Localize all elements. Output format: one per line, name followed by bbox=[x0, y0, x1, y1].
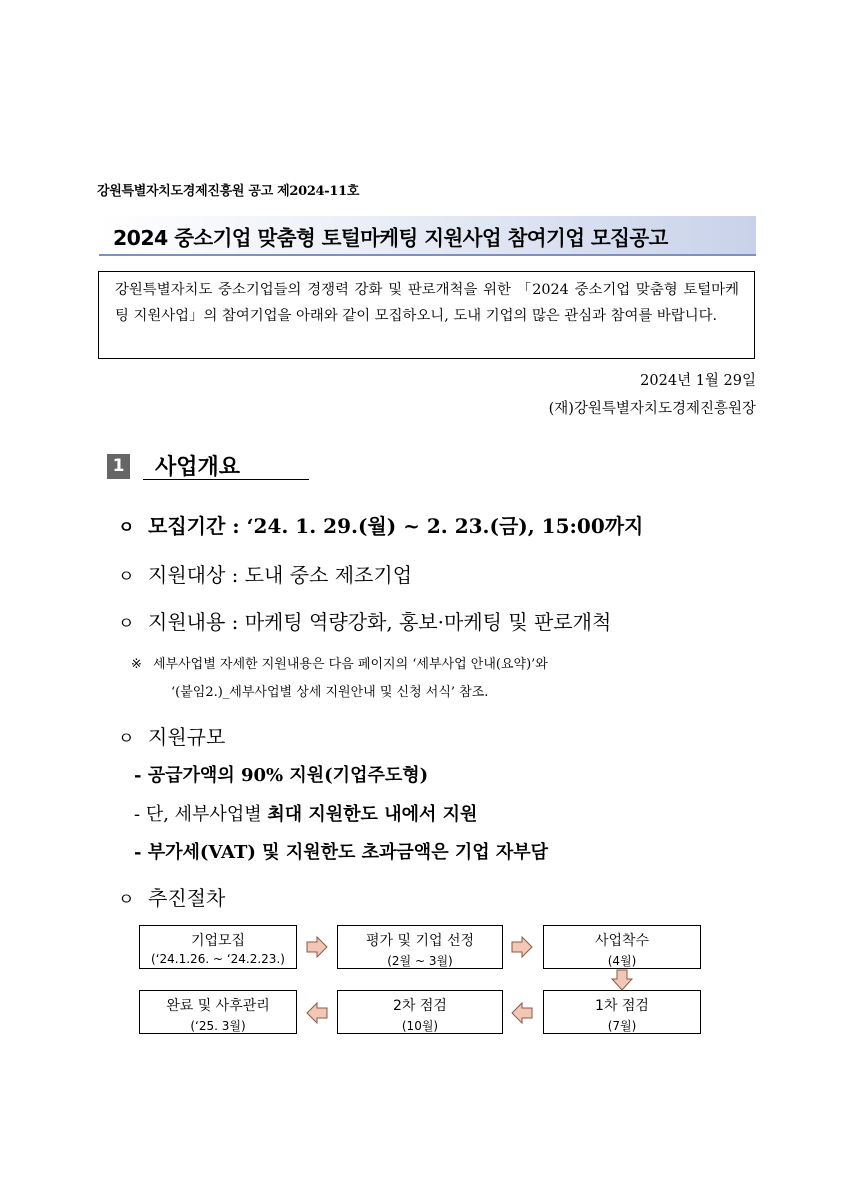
page-title: 2024 중소기업 맞춤형 토털마케팅 지원사업 참여기업 모집공고 bbox=[113, 226, 668, 250]
notice-number: 강원특별자치도경제진흥원 공고 제2024-11호 bbox=[97, 184, 360, 199]
intro-box bbox=[98, 271, 755, 359]
target-text: 지원대상 : 도내 중소 제조기업 bbox=[148, 563, 413, 587]
arrow-left-icon bbox=[306, 1002, 328, 1024]
flow-step-selection bbox=[337, 925, 503, 969]
notice-date: 2024년 1월 29일 bbox=[640, 373, 756, 389]
bullet-scale bbox=[118, 721, 225, 750]
flow-step-sub: (‘24.1.26. ~ ‘24.2.23.) bbox=[151, 952, 285, 966]
dash-mark: - bbox=[134, 765, 142, 786]
scale-item-1 bbox=[134, 761, 428, 787]
scale-item-2-bold: 최대 지원한도 내에서 지원 bbox=[267, 804, 478, 825]
flow-step-sub: (4월) bbox=[607, 954, 637, 968]
section-number-badge: 1 bbox=[107, 454, 130, 479]
flow-step-check-2 bbox=[337, 990, 503, 1034]
bullet-mark: ㅇ bbox=[118, 729, 135, 749]
flow-step-complete bbox=[139, 990, 297, 1034]
note bbox=[131, 651, 759, 707]
flow-step-title: 사업착수 bbox=[594, 933, 650, 949]
bullet-mark: ㅇ bbox=[118, 890, 135, 910]
bullet-content bbox=[118, 606, 611, 635]
bullet-target bbox=[118, 559, 412, 588]
scale-item-2 bbox=[134, 800, 477, 826]
procedure-text: 추진절차 bbox=[148, 886, 226, 910]
note-line-1: 세부사업별 자세한 지원내용은 다음 페이지의 ‘세부사업 안내(요약)’와 bbox=[153, 657, 548, 672]
arrow-down-icon bbox=[611, 969, 633, 991]
flow-step-title: 기업모집 bbox=[190, 933, 246, 949]
scale-item-1-text: 공급가액의 90% 지원(기업주도형) bbox=[147, 765, 429, 786]
arrow-right-icon bbox=[511, 936, 533, 958]
flow-step-title: 완료 및 사후관리 bbox=[166, 998, 270, 1014]
bullet-mark: ㅇ bbox=[118, 614, 135, 634]
arrow-left-icon bbox=[511, 1002, 533, 1024]
scale-item-2-prefix: 단, 세부사업별 bbox=[145, 804, 262, 825]
flow-step-sub: (‘25. 3월) bbox=[190, 1019, 246, 1033]
flow-step-title: 평가 및 기업 선정 bbox=[365, 933, 475, 949]
flow-step-title: 2차 점검 bbox=[393, 998, 447, 1014]
flow-step-recruit bbox=[139, 925, 297, 969]
title-banner bbox=[99, 216, 756, 256]
flow-step-start bbox=[543, 925, 701, 969]
flow-step-sub: (10월) bbox=[401, 1019, 439, 1033]
scale-item-3 bbox=[134, 838, 548, 864]
flow-step-sub: (2월 ~ 3월) bbox=[387, 954, 453, 968]
flow-step-check-1 bbox=[543, 990, 701, 1034]
bullet-recruit-period bbox=[118, 510, 643, 539]
content-text: 지원내용 : 마케팅 역량강화, 홍보·마케팅 및 판로개척 bbox=[148, 610, 612, 634]
arrow-right-icon bbox=[306, 936, 328, 958]
note-mark: ※ bbox=[131, 657, 142, 672]
bullet-mark: ㅇ bbox=[118, 518, 135, 538]
flow-step-sub: (7월) bbox=[607, 1019, 637, 1033]
dash-mark: - bbox=[134, 842, 142, 863]
recruit-period-text: 모집기간 : ‘24. 1. 29.(월) ~ 2. 23.(금), 15:00까지 bbox=[148, 514, 644, 538]
issuer: (재)강원특별자치도경제진흥원장 bbox=[548, 401, 756, 417]
scale-item-3-text: 부가세(VAT) 및 지원한도 초과금액은 기업 자부담 bbox=[147, 842, 549, 863]
intro-text: 강원특별자치도 중소기업들의 경쟁력 강화 및 판로개척을 위한 「2024 중소기업 맞춤형 토털마케팅 지원사업」의 참여기업을 아래와 같이 모집하오니, 도내 기업의 많은 관심과 참여를 바랍니다. bbox=[115, 282, 739, 324]
note-line-2: ‘(붙임2.)_세부사업별 상세 지원안내 및 신청 서식’ 참조. bbox=[171, 685, 489, 700]
scale-text: 지원규모 bbox=[148, 725, 226, 749]
bullet-mark: ㅇ bbox=[118, 567, 135, 587]
bullet-procedure bbox=[118, 882, 225, 911]
dash-mark: - bbox=[134, 804, 141, 825]
section-title: 사업개요 bbox=[143, 450, 309, 480]
flow-step-title: 1차 점검 bbox=[595, 998, 649, 1014]
